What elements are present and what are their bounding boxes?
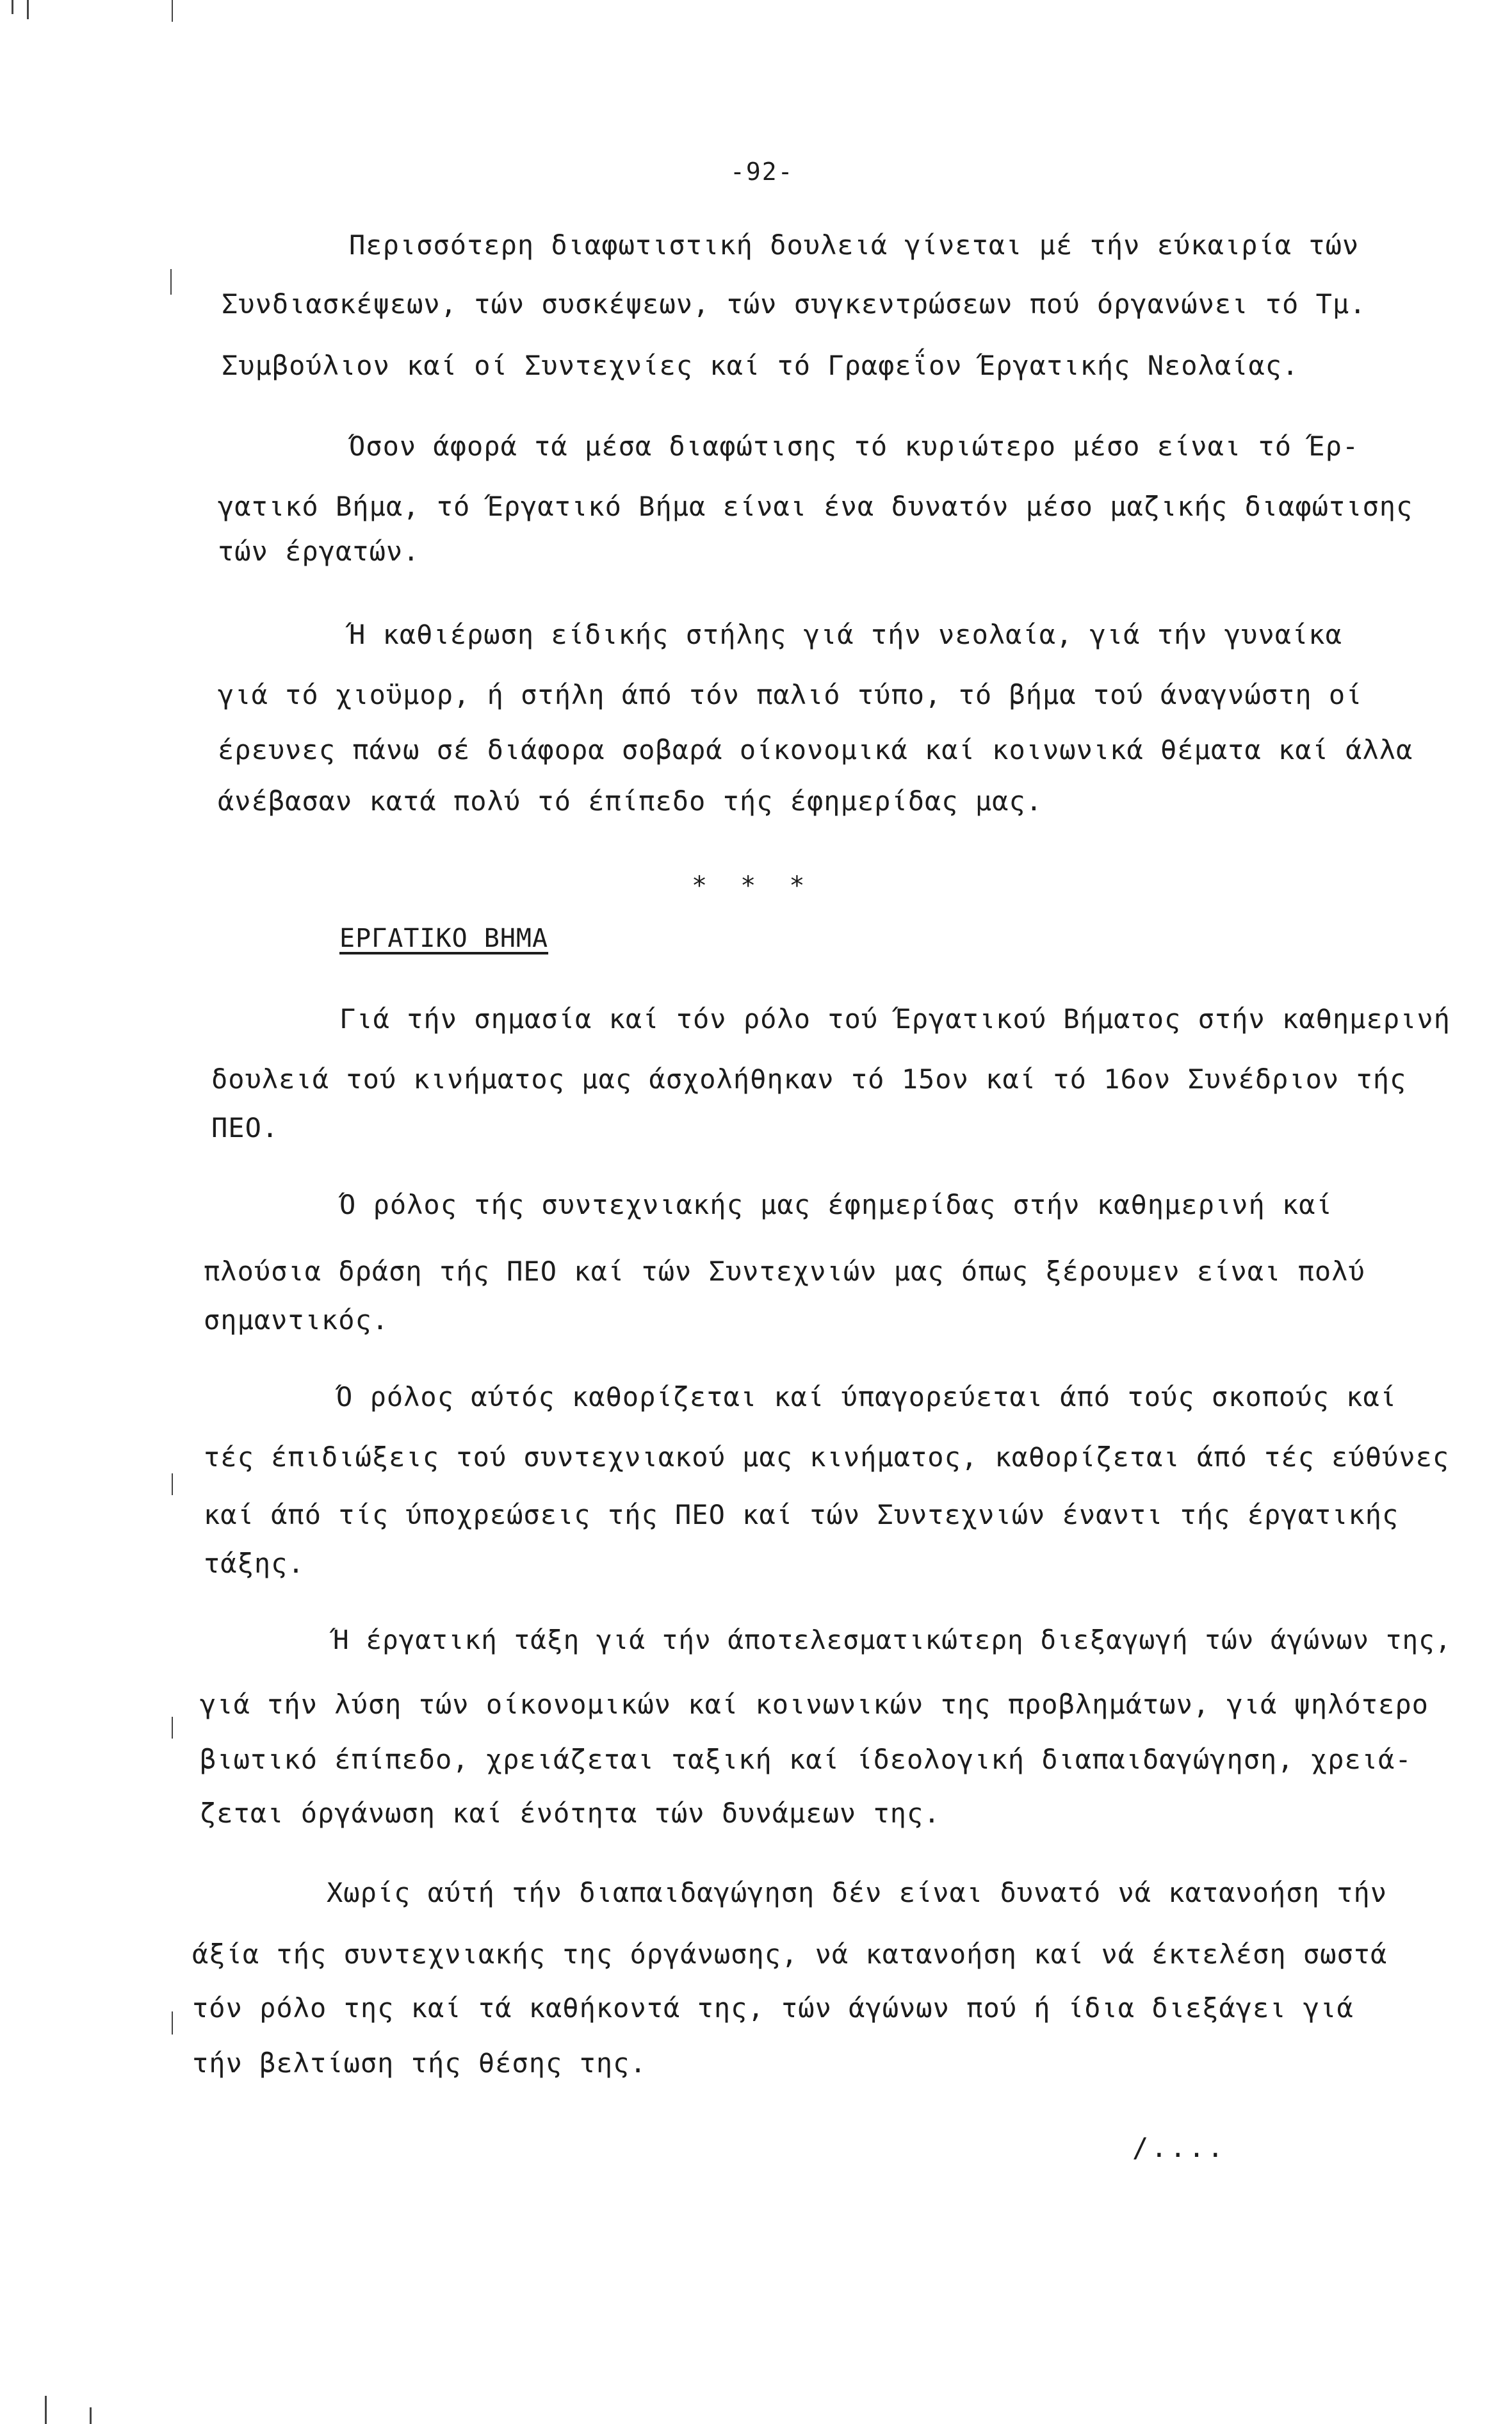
paragraph-8-line-2: άξία τής συντεχνιακής της όργάνωσης, νά κατανοήση καί νά έκτελέση σωστά [192,1938,1388,1970]
paragraph-2-line-3: τών έργατών. [218,536,420,567]
paragraph-4-line-2: δουλειά τού κινήματος μας άσχολήθηκαν τό 15ον καί τό 16ον Συνέδριον τής [211,1063,1407,1095]
section-heading: ΕΡΓΑΤΙΚΟ ΒΗΜΑ [339,924,549,953]
paragraph-6-line-3: καί άπό τίς ύποχρεώσεις τής ΠΕΟ καί τών Συντεχνιών έναντι τής έργατικής [204,1499,1399,1530]
paragraph-5-line-3: σημαντικός. [204,1304,389,1336]
continuation-mark: /.... [1132,2132,1226,2163]
scan-mark [172,0,173,22]
paragraph-3-line-4: άνέβασαν κατά πολύ τό έπίπεδο τής έφημερίδας μας. [218,785,1043,817]
scan-mark [172,2011,173,2035]
paragraph-3-line-1: Ή καθιέρωση είδικής στήλης γιά τήν νεολαία, γιά τήν γυναίκα [349,619,1342,650]
paragraph-7-line-4: ζεται όργάνωση καί ένότητα τών δυνάμεων της. [200,1798,941,1829]
paragraph-4-line-3: ΠΕΟ. [211,1112,279,1143]
paragraph-8-line-1: Χωρίς αύτή τήν διαπαιδαγώγηση δέν είναι δυνατό νά κατανοήση τήν [327,1877,1388,1908]
paragraph-8-line-4: τήν βελτίωση τής θέσης της. [192,2047,647,2079]
paragraph-5-line-2: πλούσια δράση τής ΠΕΟ καί τών Συντεχνιών μας όπως ξέρουμεν είναι πολύ [204,1256,1365,1287]
paragraph-3-line-3: έρευνες πάνω σέ διάφορα σοβαρά οίκονομικά καί κοινωνικά θέματα καί άλλα [218,734,1413,766]
scan-mark [90,2407,92,2424]
paragraph-7-line-1: Ή έργατική τάξη γιά τήν άποτελεσματικώτερη διεξαγωγή τών άγώνων της, [333,1625,1452,1655]
paragraph-7-line-3: βιωτικό έπίπεδο, χρειάζεται ταξική καί ίδεολογική διαπαιδαγώγηση, χρειά- [200,1744,1412,1775]
scan-mark [170,269,172,295]
paragraph-2-line-1: Όσον άφορά τά μέσα διαφώτισης τό κυριώτερο μέσο είναι τό Έρ- [349,430,1360,462]
paragraph-6-line-2: τές έπιδιώξεις τού συντεχνιακού μας κινήματος, καθορίζεται άπό τές εύθύνες [204,1441,1450,1473]
paragraph-7-line-2: γιά τήν λύση τών οίκονομικών καί κοινωνικών της προβλημάτων, γιά ψηλότερο [200,1689,1429,1720]
scan-mark [172,1473,173,1495]
scan-mark [172,1717,173,1739]
paragraph-6-line-1: Ό ρόλος αύτός καθορίζεται καί ύπαγορεύεται άπό τούς σκοπούς καί [336,1381,1397,1413]
paragraph-1-line-3: Συμβούλιον καί οί Συντεχνίες καί τό Γραφεΐον Έργατικής Νεολαίας. [222,350,1299,381]
paragraph-4-line-1: Γιά τήν σημασία καί τόν ρόλο τού Έργατικού Βήματος στήν καθημερινή [339,1003,1451,1035]
paragraph-5-line-1: Ό ρόλος τής συντεχνιακής μας έφημερίδας στήν καθημερινή καί [339,1189,1333,1220]
paragraph-3-line-2: γιά τό χιοϋμορ, ή στήλη άπό τόν παλιό τύπο, τό βήμα τού άναγνώστη οί [218,679,1363,710]
paragraph-1-line-2: Συνδιασκέψεων, τών συσκέψεων, τών συγκεντρώσεων πού όργανώνει τό Τμ. [222,288,1367,320]
section-separator: * * * [692,871,814,901]
scan-mark [12,0,13,14]
scan-mark [27,0,29,19]
paragraph-6-line-4: τάξης. [204,1548,305,1579]
paragraph-8-line-3: τόν ρόλο της καί τά καθήκοντά της, τών άγώνων πού ή ίδια διεξάγει γιά [192,1992,1354,2024]
scan-mark [45,2396,47,2424]
paragraph-2-line-2: γατικό Βήμα, τό Έργατικό Βήμα είναι ένα δυνατόν μέσο μαζικής διαφώτισης [218,491,1413,522]
page-number: -92- [730,158,794,186]
paragraph-1-line-1: Περισσότερη διαφωτιστική δουλειά γίνεται μέ τήν εύκαιρία τών [349,229,1360,261]
